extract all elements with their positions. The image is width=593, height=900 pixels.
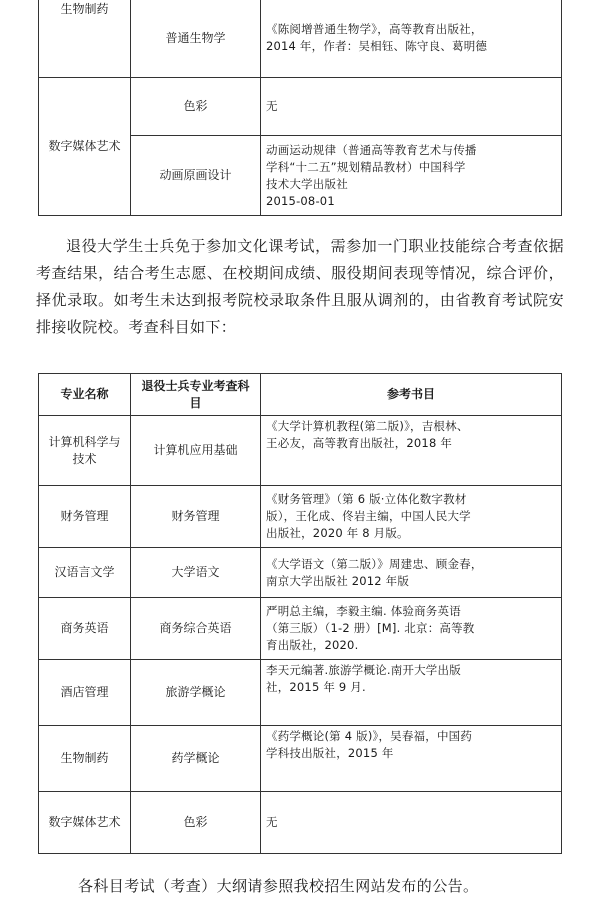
subject-table (38, 373, 562, 854)
reference-cell (261, 660, 562, 726)
subject-cell: 普通生物学 (131, 0, 261, 78)
reference-line: 2014 年，作者：吴相钰、陈守良、葛明德 (266, 39, 488, 53)
subject-cell: 动画原画设计 (131, 136, 261, 216)
table-header-row (39, 374, 562, 416)
reference-cell (261, 486, 562, 548)
reference-line: 《药学概论(第 4 版)》，吴春福，中国药 (266, 729, 473, 743)
reference-line: 育出版社，2020. (266, 638, 359, 652)
major-cell: 汉语言文学 (39, 548, 131, 598)
subject-cell: 色彩 (131, 792, 261, 854)
reference-line: 无 (266, 815, 278, 829)
major-cell: 计算机科学与技术 (39, 416, 131, 486)
subject-cell: 药学概论 (131, 726, 261, 792)
table-row (39, 78, 562, 136)
admission-paragraph: 退役大学生士兵免于参加文化课考试，需参加一门职业技能综合考查依据考查结果，结合考生志愿、在校期间成绩、服役期间表现等情况，综合评价，择优录取。如考生未达到报考院校录取条件且服从调剂的，由省教育考试院安排接收院校。考查科目如下： (36, 237, 564, 336)
reference-line: 社，2015 年 9 月. (266, 680, 366, 694)
table-row (39, 598, 562, 660)
table-row (39, 548, 562, 598)
major-cell: 财务管理 (39, 486, 131, 548)
reference-line: 《财务管理》（第 6 版·立体化数字教材 (266, 492, 467, 506)
table-row (39, 416, 562, 486)
major-cell: 数字媒体艺术 (39, 792, 131, 854)
continued-subject-table (38, 0, 562, 216)
major-cell: 酒店管理 (39, 660, 131, 726)
reference-line: 版），王化成、佟岩主编，中国人民大学 (266, 509, 471, 523)
reference-line: 无 (266, 99, 278, 113)
reference-cell (261, 792, 562, 854)
header-subject: 退役士兵专业考查科目 (131, 374, 261, 416)
table-row (39, 486, 562, 548)
major-cell: 生物制药 (39, 726, 131, 792)
major-cell: 生物制药 (39, 0, 131, 78)
reference-cell (261, 548, 562, 598)
reference-cell (261, 136, 562, 216)
subject-cell: 旅游学概论 (131, 660, 261, 726)
reference-line: 南京大学出版社 2012 年版 (266, 573, 410, 588)
reference-cell (261, 0, 562, 78)
reference-cell (261, 726, 562, 792)
reference-line: 动画运动规律（普通高等教育艺术与传播 (266, 142, 477, 157)
reference-cell (261, 416, 562, 486)
reference-line: 李天元编著.旅游学概论.南开大学出版 (266, 663, 461, 677)
reference-line: （第三版）（1-2 册）[M]. 北京：高等教 (266, 621, 475, 635)
subject-cell: 色彩 (131, 78, 261, 136)
reference-line: 《大学语文（第二版）》周建忠、顾金春， (266, 556, 483, 571)
header-references: 参考书目 (261, 374, 562, 416)
table-row (39, 0, 562, 78)
reference-cell (261, 78, 562, 136)
syllabus-note: 各科目考试（考查）大纲请参照我校招生网站发布的公告。 (78, 877, 479, 895)
reference-line: 王必友，高等教育出版社，2018 年 (266, 436, 453, 450)
table-row (39, 726, 562, 792)
reference-line: 出版社，2020 年 8 月版。 (266, 526, 409, 540)
reference-line: 学科“十二五”规划精品教材）中国科学 (266, 159, 466, 174)
reference-line: 技术大学出版社 (266, 176, 348, 191)
reference-line: 严明总主编，李毅主编. 体验商务英语 (266, 604, 461, 618)
major-cell: 商务英语 (39, 598, 131, 660)
subject-cell: 商务综合英语 (131, 598, 261, 660)
reference-line: 《陈阅增普通生物学》，高等教育出版社， (266, 22, 483, 36)
subject-cell: 财务管理 (131, 486, 261, 548)
header-major: 专业名称 (39, 374, 131, 416)
reference-line: 《大学计算机教程(第二版)》，吉根林、 (266, 419, 469, 433)
reference-line: 2015-08-01 (266, 193, 335, 208)
table-row (39, 792, 562, 854)
table-row (39, 660, 562, 726)
subject-cell: 计算机应用基础 (131, 416, 261, 486)
major-cell: 数字媒体艺术 (39, 78, 131, 216)
subject-cell: 大学语文 (131, 548, 261, 598)
reference-line: 学科技出版社，2015 年 (266, 746, 394, 760)
reference-cell (261, 598, 562, 660)
